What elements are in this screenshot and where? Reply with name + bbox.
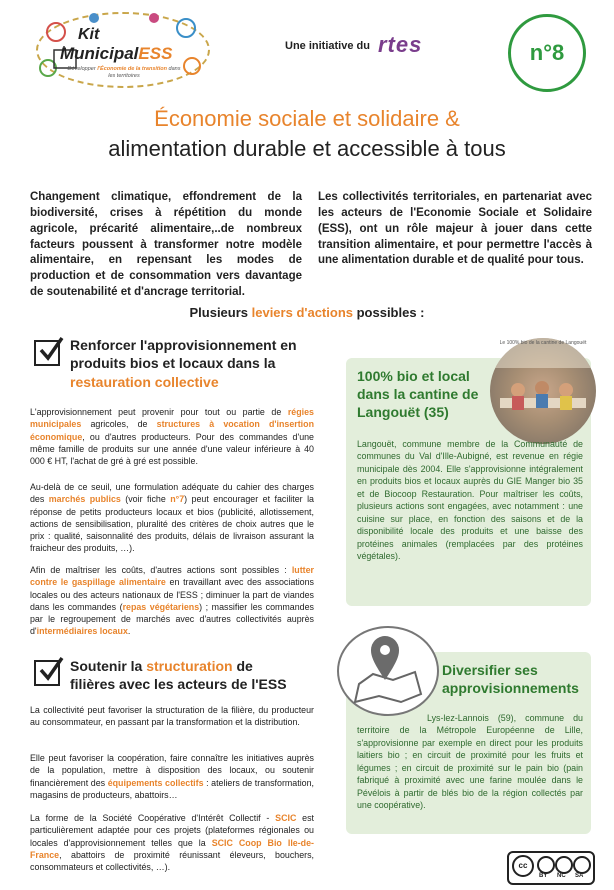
box1-title: 100% bio et local dans la cantine de Langouët (35) xyxy=(357,368,479,421)
issue-badge: n°8 xyxy=(508,14,586,92)
intro-right: Les collectivités territoriales, en partenariat avec les acteurs de l'Economie Sociale et Solidaire (ESS), ont un rôle majeur à jouer dans cette transition alimentaire, et pour permettre l'accès à une alimentation durable et de qualité pour tous. xyxy=(318,191,592,267)
section2-p2: Elle peut favoriser la coopération, faire connaître les initiatives auprès de la population, mettre à disposition des locaux, ou soutenir financièrement des équipements collectifs : ateliers de transformation, magasins de producteurs, abattoirs… xyxy=(30,753,314,800)
checkbox-icon xyxy=(34,340,60,366)
checkbox-icon xyxy=(34,660,60,686)
logo-municipal: MunicipalESS xyxy=(60,44,173,63)
license-nc: NC xyxy=(557,873,566,879)
cc-license-badge xyxy=(507,851,595,885)
section1-p2: Au-delà de ce seuil, une formulation adéquate du cahier des charges des marchés publics (voir fiche n°7) peut encourager et faciliter la réponse de petits producteurs locaux et bios (publicité, allotissement, actions de sensibilisation, pluralité des critères de choix autres que le prix : qualité, saisonnalité des produits, délais de livraison assurant la fraicheur des produits, …). xyxy=(30,482,314,554)
title-line-1: Économie sociale et solidaire & xyxy=(154,106,460,131)
initiative-label: Une initiative du xyxy=(285,40,370,52)
rtes-logo: rtes xyxy=(378,32,423,57)
title-line-2: alimentation durable et accessible à tous xyxy=(108,136,506,161)
photo-caption: Le 100% bio de la cantine de Langouët xyxy=(499,340,587,346)
license-sa: SA xyxy=(575,873,584,879)
section2-p3: La forme de la Société Coopérative d'Intérêt Collectif - SCIC est particulièrement adaptée pour ces projets (plateformes régionales ou locales d'approvisionnement telles que la SCIC Coop Bio Ile-de-France, abattoirs de proximité réunissant éleveurs, bouchers, consommateurs et collectivités, …). xyxy=(30,813,314,873)
map-pin-icon xyxy=(339,628,437,714)
logo-tagline: Développer l'Économie de la transition dans les territoires xyxy=(67,66,181,79)
section1-heading: Renforcer l'approvisionnement en produits bios et locaux dans la restauration collective xyxy=(70,337,297,390)
leviers-heading: Plusieurs leviers d'actions possibles : xyxy=(189,305,425,320)
section1-p1: L'approvisionnement peut provenir pour tout ou partie de régies municipales agricoles, de structures à vocation d'insertion économique, ou d'autres producteurs. Pour des commandes d'une même famille de produits sur une année d'une valeur inférieure à 40 000 € HT, l'achat de gré à gré est possible. xyxy=(30,407,314,467)
canteen-photo xyxy=(490,338,596,444)
section2-p1: La collectivité peut favoriser la structuration de la filière, du producteur au consommateur, en passant par la transformation et la distribution. xyxy=(30,705,314,728)
box2-body: Lys-lez-Lannois (59), commune du territoire de la Métropole Européenne de Lille, s'approvisionne par exemple en direct pour les produits laitiers bio ; en circuit de proximité pour les fruits et légumes ; en circuit de proximité sur le pain bio (pain fabriqué à proximité avec une farine moulée dans le Pévélois à partir de blés bio de la région collectés par une coopérative). xyxy=(357,713,583,811)
nc-icon xyxy=(555,856,573,874)
intro-left: Changement climatique, effondrement de la biodiversité, crises à répétition du monde agricole, précarité alimentaire,..de nombreux facteurs poussent à transformer notre modèle alimentaire, en repensant les modes de production et de consommation vers davantage de soutenabilité et d'ancrage territorial. xyxy=(30,191,302,299)
box1-body: Langouët, commune membre de la Communauté de communes du Val d'Ille-Aubigné, est revenue en régie municipale dès 2004. Elle s'approvisionne intégralement en produits bios et locaux auprès du GIE Manger bio 35 et de Biocoop Restauration. Pour maîtriser les coûts, plusieurs actions sont engagées, avec notamment : une cuisine sur place, en fonction des saisons et de la disponibilité locale des produits et une baisse des protéines animales (remplacées par des protéines végétales). xyxy=(357,439,583,562)
cc-icon: cc xyxy=(512,855,534,877)
section1-p3: Afin de maîtriser les coûts, d'autres actions sont possibles : lutter contre le gaspillage alimentaire en travaillant avec des associations locales ou des acteurs nationaux de l'ESS ; diminuer la part de viandes dans les commandes (repas végétariens) ; massifier les commandes par le regroupement de marchés avec d'autres collectivités auprès d'intermédiaires locaux. xyxy=(30,565,314,637)
sa-icon xyxy=(573,856,591,874)
logo-kit: Kit xyxy=(78,26,100,43)
map-pin-badge xyxy=(337,626,439,716)
by-icon xyxy=(537,856,555,874)
section2-heading: Soutenir la structuration de filières avec les acteurs de l'ESS xyxy=(70,658,287,693)
box2-title: Diversifier ses approvisionnements xyxy=(442,662,579,697)
license-by: BY xyxy=(539,873,548,879)
